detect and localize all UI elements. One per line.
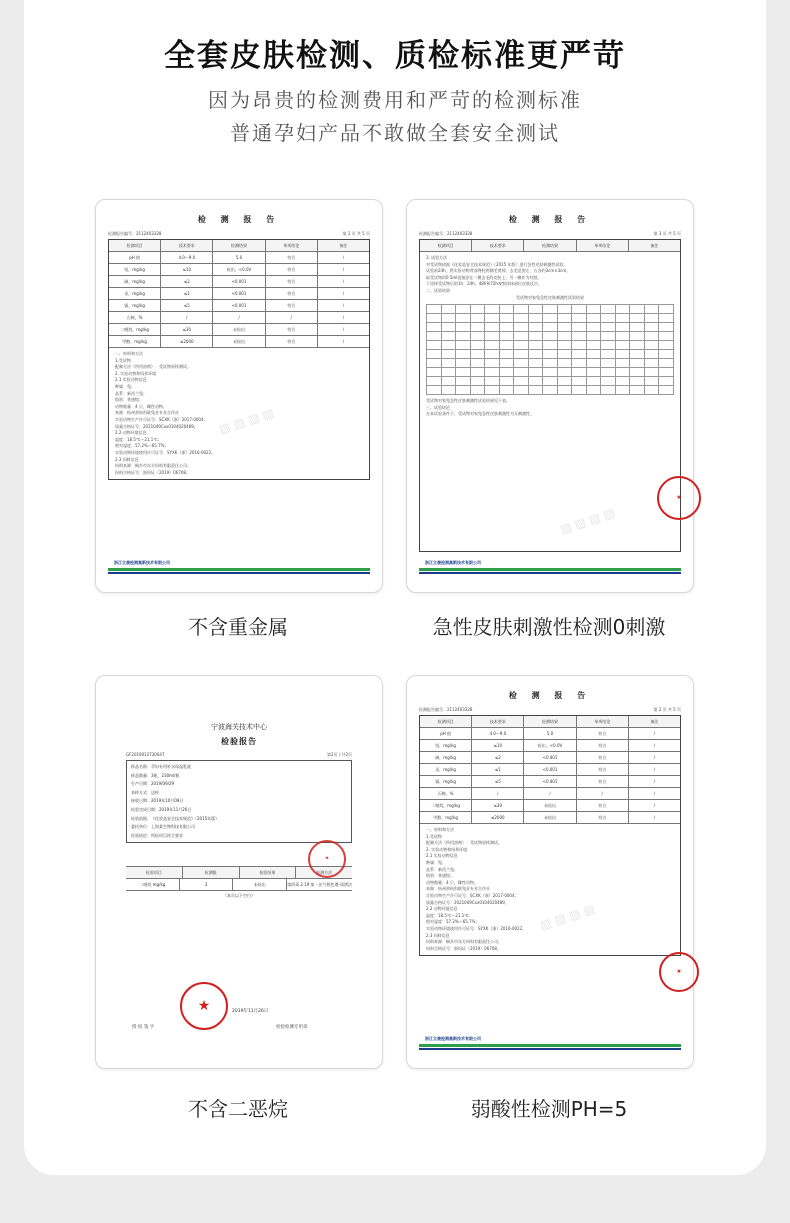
report-number: 检测报告编号：2112403328 [419, 231, 473, 236]
report-title: 检验报告 [221, 737, 257, 746]
table-row: 二噁烷，mg/kg ≤30 未检出 符合 / [420, 800, 680, 812]
subtitle-line-1: 因为昂贵的检测费用和严苛的检测标准 [208, 88, 582, 112]
red-seal-stamp-official: ★ [180, 982, 228, 1030]
report-body: 一、材料和方法 1.受试物 配制方法（所用溶剂）：受试物原样测试。 2. 实验动物和饲养环境 2.1 实验动物信息 种属：兔； 品系：新西兰兔； 级别：普通级； 动物数量：4 只，雌性动物。 来源：杭州余杭科联兔业专业合作社 实验动物生产许可证号：SCXK（浙）2017-0004； 质量合格证号：2021049Cxx0104020489。 2.2 动物环境信息 温度：18.5℃～21.1℃； 相对湿度：57.2%～65.7%； 实验动物环境使用许可证号：SYXK（浙）2016-0022。 2.3 饲料信息 饲料来源：桐乡市东方饲料有限责任公司； 饲料合格证号：浙饲证（2019）06708。 [426, 827, 527, 951]
watermark: ▨ ▨ ▨ ▨ [217, 405, 276, 437]
table-row: 汞，mg/kg ≤1 <0.001 符合 / [109, 288, 369, 300]
report-page: 第 2 页 共 5 页 [342, 231, 370, 236]
report-page: 第2页 / 共2页 [327, 752, 352, 757]
report-number: GF2019012730047 [126, 752, 165, 757]
report-card-dioxane[interactable] [95, 675, 383, 1069]
org-name: 宁波海关技术中心 [211, 723, 267, 731]
red-seal-stamp: ★ [659, 952, 699, 992]
report-card-heavy-metals[interactable] [95, 199, 383, 593]
caption-heavy-metals: 不含重金属 [188, 615, 288, 639]
table-row: 铅，mg/kg ≤10 检出，<0.0V 符合 / [109, 264, 369, 276]
signature-label: 授 权 签 字 [132, 1025, 155, 1030]
table-row: 二噁烷，mg/kg ≤30 未检出 符合 / [109, 324, 369, 336]
company-name: 浙江立晟检测高新技术有限公司 [114, 560, 170, 565]
result-table: 检验项目 检测限 检验结果 检测方法 二噁烷 mg/kg 3 未检出 第四章 2.19 第一法气相色谱-质谱法 （本页以下空白） [126, 866, 352, 899]
table-row: 砷，mg/kg ≤2 <0.001 符合 / [109, 276, 369, 288]
report-frame: 检测项目 技术要求 检测结果 单项结论 备注 3. 试验方法 对受试物依据《化妆品安全技术规范》（2015 年版）进行急性皮肤刺激性试验； 试验前24h，将实验动物背部脊柱两侧毛剪掉，去毛范围左、右各约3cm×3cm。 取受试物约0.5ml直接涂在一侧去毛的皮肤上，另一侧作为对照。 于涂抹受试物后的1h、24h、48h和72h观察涂抹部位皮肤反应。 二、试验结果 受试物对家兔急性皮肤刺激性试验结果 受试物对家兔急性皮肤刺激性试验结果见下表。 三、试验结论 在本试验条件下，受试物对家兔急性皮肤刺激性为无刺激性。 [419, 239, 681, 552]
report-page: 第 2 页 共 5 页 [653, 707, 681, 712]
footer-band [419, 568, 681, 576]
report-document [419, 690, 681, 1052]
footer-band [108, 568, 370, 576]
table-header: 检测项目 技术要求 检测结果 单项结论 备注 [420, 240, 680, 252]
table-row: pH 值 4.0～9.0 5.0 符合 / [109, 252, 369, 264]
report-title: 检 测 报 告 [197, 215, 281, 224]
table-row: 石棉，% / / / / [109, 312, 369, 324]
footer-band [419, 1044, 681, 1052]
table-row: pH 值 4.0～9.0 5.0 符合 / [420, 728, 680, 740]
page-title: 全套皮肤检测、质检标准更严苛 [164, 38, 626, 74]
report-card-ph[interactable] [406, 675, 694, 1069]
table-row: 汞，mg/kg ≤1 <0.001 符合 / [420, 764, 680, 776]
report-body: 3. 试验方法 对受试物依据《化妆品安全技术规范》（2015 年版）进行急性皮肤刺激性试验； 试验前24h，将实验动物背部脊柱两侧毛剪掉，去毛范围左、右各约3cm×3cm。 取受试物约0.5ml直接涂在一侧去毛的皮肤上，另一侧作为对照。 于涂抹受试物后的1h、24h、48h和72h观察涂抹部位皮肤反应。 二、试验结果 受试物对家兔急性皮肤刺激性试验结果 [426, 255, 584, 300]
report-frame [108, 239, 370, 480]
subtitle-line-2: 普通孕妇产品不敢做全套安全测试 [230, 121, 560, 145]
caption-ph: 弱酸性检测PH=5 [470, 1097, 628, 1121]
red-seal-stamp: ✦ [308, 840, 346, 878]
table-row: 砷，mg/kg ≤2 <0.001 符合 / [420, 752, 680, 764]
red-seal-stamp: ★ [657, 476, 701, 520]
table-row: 石棉，% / / / / [420, 788, 680, 800]
sample-info-table: 样品名称：孕妇专用补水保湿乳液 样品数量：3瓶，230ml/瓶 生产日期：2019/09/29 来样方式：送样 接收日期：2019年10月08日 检验完成日期：2019年11月26日 检验依据：《化妆品安全技术规范》（2015年版） 委托单位：上海某生物科技有限公司 检验结论：所检项目符合要求 [126, 760, 352, 843]
report-document [108, 690, 370, 1052]
report-card-skin-irritation[interactable] [406, 199, 694, 593]
irritation-score-table [420, 304, 680, 395]
table-row: 镉，mg/kg ≤5 <0.001 符合 / [109, 300, 369, 312]
table-row: 镉，mg/kg ≤5 <0.001 符合 / [420, 776, 680, 788]
watermark: ▨ ▨ ▨ ▨ [558, 505, 617, 537]
caption-skin-irritation: 急性皮肤刺激性检测0刺激 [432, 615, 666, 639]
report-document [419, 214, 681, 576]
table-header: 检测项目 技术要求 检测结果 单项结论 备注 [109, 240, 369, 252]
seal-label: 检验检测专用章 [276, 1025, 308, 1030]
report-number: 检测报告编号：2112403328 [108, 231, 162, 236]
report-number: 检测报告编号：2112403328 [419, 707, 473, 712]
report-date: 2019年11月26日 [232, 1009, 269, 1014]
report-body: 一、材料和方法 1.受试物 配制方法（所用溶剂）：受试物原样测试。 2. 实验动物和饲养环境 2.1 实验动物信息 种属：兔； 品系：新西兰兔； 级别：普通级； 动物数量：4 只，雌性动物。 来源：杭州余杭科联兔业专业合作社 实验动物生产许可证号：SCXK（浙）2017-0004； 质量合格证号：2021049Cxx0104020489。 2.2 动物环境信息 温度：18.5℃～21.1℃； 相对湿度：57.2%～65.7%； 实验动物环境使用许可证号：SYXK（浙）2016-0022。 2.3 饲料信息 饲料来源：桐乡市东方饲料有限责任公司； 饲料合格证号：浙饲证（2019）06708。 [115, 351, 216, 475]
report-page: 第 3 页 共 5 页 [653, 231, 681, 236]
company-name: 浙江立晟检测高新技术有限公司 [425, 1036, 481, 1041]
table-row: 铅，mg/kg ≤10 检出，<0.0V 符合 / [420, 740, 680, 752]
report-title: 检 测 报 告 [508, 215, 592, 224]
report-document [108, 214, 370, 576]
watermark: ▨ ▨ ▨ ▨ [538, 901, 597, 933]
company-name: 浙江立晟检测高新技术有限公司 [425, 560, 481, 565]
table-row: 甲醇，mg/kg ≤2000 未检出 符合 / [420, 812, 680, 824]
table-row: 甲醇，mg/kg ≤2000 未检出 符合 / [109, 336, 369, 348]
table-header: 检测项目 技术要求 检测结果 单项结论 备注 [420, 716, 680, 728]
report-title: 检 测 报 告 [508, 691, 592, 700]
caption-dioxane: 不含二恶烷 [188, 1097, 288, 1121]
